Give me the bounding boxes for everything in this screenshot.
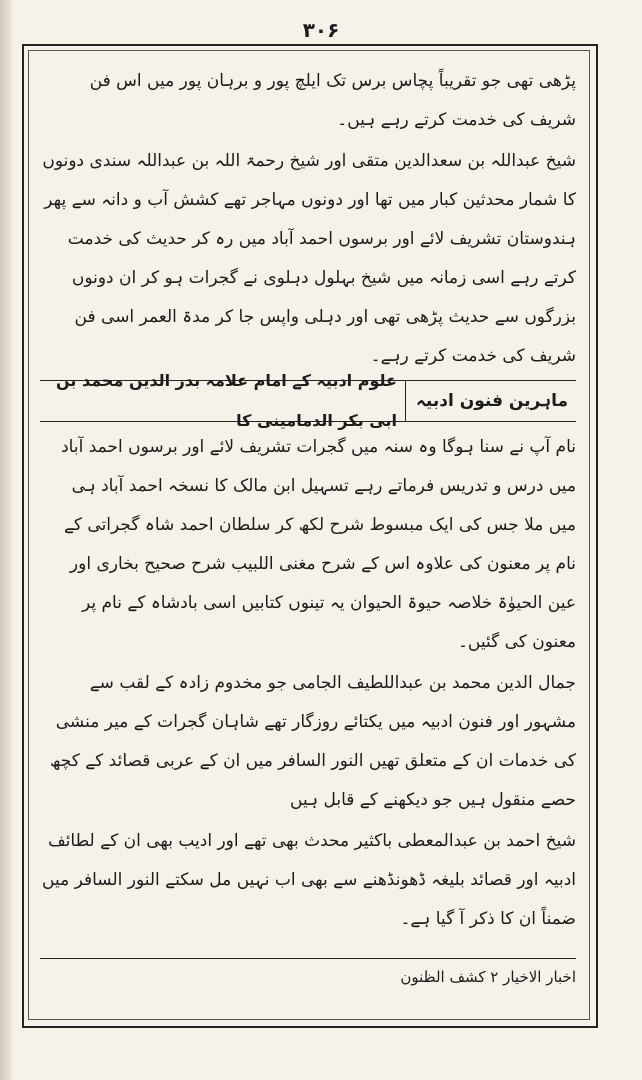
paragraph: جمال الدین محمد بن عبداللطیف الجامی جو مخدوم زادہ کے لقب سے مشہور اور فنون ادبیہ میں یکتائے روزگار تھے شاہان گجرات کے میر منشی کی خدمات ان کے متعلق تھیں النور السافر میں ان کے عربی قصائد کے کچھ حصے منقول ہیں جو دیکھنے کے قابل ہیں xyxy=(50,673,576,810)
paragraph: شیخ عبداللہ بن سعدالدین متقی اور شیخ رحمۃ اللہ بن عبداللہ سندی دونوں کا شمار محدثین کبار میں تھا اور دونوں مہاجر تھے کشش آب و دانہ سے پھر ہندوستان تشریف لائے اور برسوں احمد آباد میں رہ کر حدیث کی خدمت کرتے رہے اسی زمانہ میں شیخ بہلول دہلوی نے گجرات ہو کر ان دونوں بزرگوں سے حدیث پڑھی تھی اور دہلی واپس جا کر مدۃ العمر اسی فن شریف کی خدمت کرتے رہے۔ xyxy=(42,151,576,366)
section-heading-row xyxy=(40,371,576,430)
footnote: اخبار الاخیار ۲ کشف الظنون xyxy=(400,968,576,986)
section-heading: ماہرین فنون ادبیہ xyxy=(405,381,576,421)
page-number: ۳۰۶ xyxy=(302,18,340,42)
section-heading-text: علوم ادبیہ کے امام علامہ بدر الدین محمد بن ابی بکر الدمامینی کا xyxy=(55,371,397,430)
paragraph: پڑھی تھی جو تقریباً پچاس برس تک ایلچ پور و برہان پور میں اس فن شریف کی خدمت کرتے رہے ہیں۔ xyxy=(89,71,576,130)
footnote-divider xyxy=(40,958,576,959)
paragraph: نام آپ نے سنا ہوگا وہ سنہ میں گجرات تشریف لائے اور برسوں احمد آباد میں درس و تدریس فرماتے رہے تسہیل ابن مالک کا نسخہ احمد آباد ہی میں ملا جس کی ایک مبسوط شرح لکھ کر سلطان احمد شاہ گجراتی کے نام پر معنون کی علاوہ اس کے شرح مغنی اللبیب شرح صحیح بخاری اور عین الحیوٰۃ خلاصہ حیوۃ الحیوان یہ تینوں کتابیں اسی بادشاہ کے نام پر معنون کی گئیں۔ xyxy=(61,437,576,652)
body-text xyxy=(40,62,576,941)
book-spine-shadow xyxy=(0,0,12,1080)
paragraph: شیخ احمد بن عبدالمعطی باکثیر محدث بھی تھے اور ادیب بھی ان کے لطائف ادبیہ اور قصائد بلیغہ ڈھونڈھنے سے بھی اب نہیں مل سکتے النور السافر میں ضمناً ان کا ذکر آ گیا ہے۔ xyxy=(42,831,576,929)
